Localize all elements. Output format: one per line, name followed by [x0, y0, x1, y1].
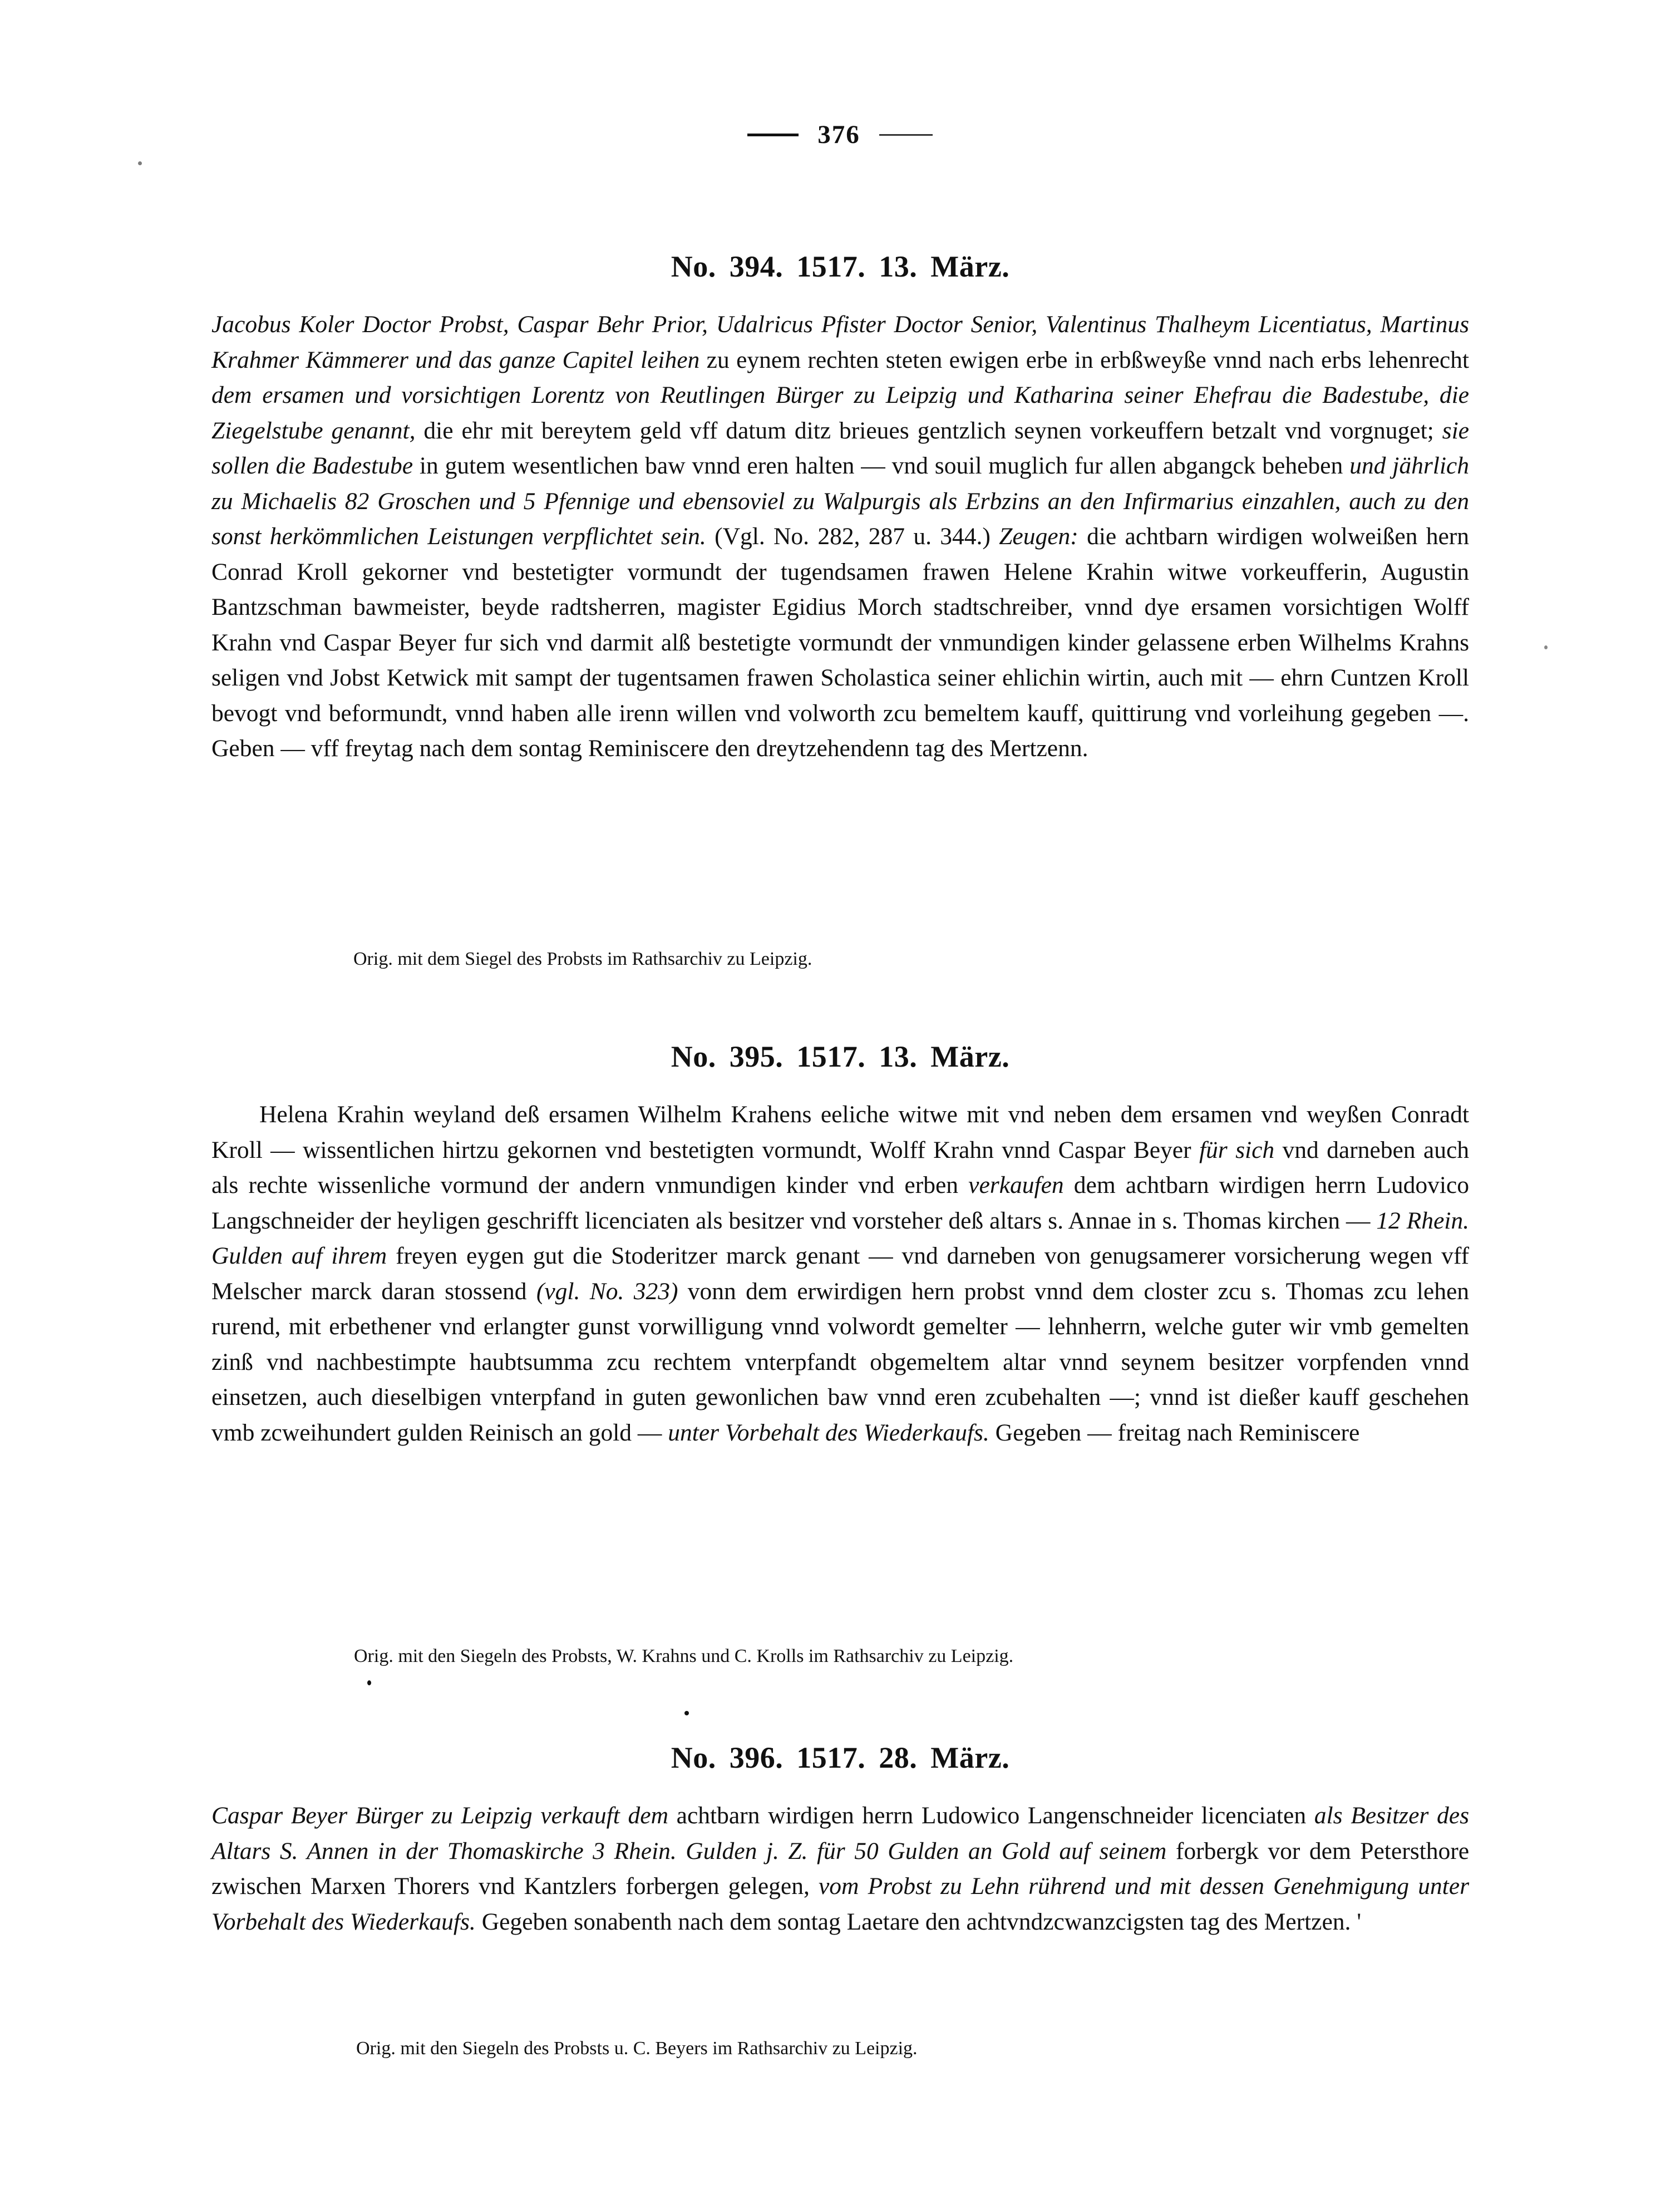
- text-italic: vom Probst zu Lehn rührend und mit dessen Genehmigung unter Vorbehalt des Wiederkaufs.: [211, 1873, 1470, 1935]
- text-italic: und jährlich zu Michaelis 82 Groschen und 5 Pfennige und ebensoviel zu Walpurgis als Erbzins an den Infirmarius einzahlen, auch zu den sonst herkömmlichen Leistungen verpflichtet sein.: [211, 452, 1469, 550]
- entry-heading-396: No. 396. 1517. 28. März.: [671, 1741, 1010, 1774]
- text-italic: sie sollen die Badestube: [211, 417, 1469, 479]
- text-roman: freyen eygen gut die Stoderitzer marck genant — vnd darneben von genugsamerer vorsicherung wegen vff Melscher marck daran stossend: [211, 1242, 1470, 1305]
- text-roman: die achtbarn wirdigen wolweißen hern Conrad Kroll gekorner vnd bestetigter vormundt der tugendsamen frawen Helene Krahin witwe vorkeufferin, Augustin Bantzschman bawmeister, beyde radtsherren, magister Egidius Morch stadtschreiber, vnnd dye ersamen vorsichtigen Wolff Krahn vnd Caspar Beyer fur sich vnd darmit alß bestetigte vormundt der vnmundigen kinder gelassene erben Wilhelms Krahns seligen vnd Jobst Ketwick mit sampt der tugentsamen frawen Scholastica seiner ehlichin wirtin, auch mit — ehrn Cuntzen Kroll bevogt vnd beformundt, vnnd haben alle irenn willen vnd volworth zcu bemeltem kauff, quittirung vnd vorleihung gegeben —. Geben — vff freytag nach dem sontag Reminiscere den dreytzehendenn tag des Mertzenn.: [211, 523, 1469, 762]
- text-italic: für sich: [1199, 1136, 1275, 1163]
- scan-speck: [138, 161, 142, 165]
- entry-heading-394: No. 394. 1517. 13. März.: [671, 250, 1010, 283]
- text-roman: (Vgl. No. 282, 287 u. 344.): [706, 523, 999, 550]
- text-roman: dem achtbarn wirdigen herrn Ludovico Langschneider der heyligen geschrifft licenciaten als besitzer vnd vorsteher deß altars s. Annae in s. Thomas kirchen —: [211, 1172, 1469, 1234]
- entry-394-note-block: [211, 946, 1469, 973]
- entry-396-heading-block: [211, 1740, 1469, 1775]
- entry-paragraph-395: [211, 1097, 1469, 1451]
- entry-paragraph-396: [211, 1798, 1469, 1940]
- entry-395-body-block: [211, 1097, 1469, 1451]
- folio-number: 376: [817, 120, 860, 149]
- source-note-394: Orig. mit dem Siegel des Probsts im Rathsarchiv zu Leipzig.: [353, 949, 812, 969]
- head-rule-right-icon: [879, 134, 933, 136]
- text-italic: verkaufen: [968, 1172, 1064, 1198]
- text-roman: zu eynem rechten steten ewigen erbe in erbßweyße vnnd nach erbs lehenrecht: [699, 346, 1469, 373]
- entry-heading-395: No. 395. 1517. 13. März.: [671, 1040, 1010, 1073]
- entry-paragraph-394: [211, 307, 1469, 767]
- text-roman: Gegeben — freitag nach Reminiscere: [989, 1419, 1360, 1446]
- entry-396-body-block: [211, 1798, 1469, 1940]
- text-italic: 12 Rhein. Gulden auf ihrem: [211, 1207, 1469, 1269]
- text-roman: vnd darneben auch als rechte wissenliche vormund der andern vnmundigen kinder vnd erben: [211, 1136, 1469, 1198]
- entry-395-heading-block: [211, 1039, 1469, 1074]
- scan-speck: [1544, 645, 1548, 649]
- text-italic: Jacobus Koler Doctor Probst, Caspar Behr Prior, Udalricus Pfister Doctor Senior, Valentinus Thalheym Licentiatus, Martinus Krahmer Kämmerer und das ganze Capitel leihen: [211, 311, 1469, 373]
- text-roman: die ehr mit bereytem geld vff datum ditz brieues gentzlich seynen vorkeuffern betzalt vnd vorgnuget;: [415, 417, 1442, 444]
- scan-speck: [684, 1711, 689, 1715]
- scan-speck: [367, 1680, 371, 1685]
- running-head: [0, 120, 1680, 150]
- source-note-396: Orig. mit den Siegeln des Probsts u. C. Beyers im Rathsarchiv zu Leipzig.: [356, 2038, 918, 2059]
- text-italic: dem ersamen und vorsichtigen Lorentz von Reutlingen Bürger zu Leipzig und Katharina seiner Ehefrau die Badestube, die Ziegelstube genannt,: [211, 382, 1469, 444]
- entry-394-heading-block: [211, 249, 1469, 284]
- text-roman: forbergk vor dem Petersthore zwischen Marxen Thorers vnd Kantzlers forbergen gelegen,: [211, 1837, 1469, 1900]
- entry-395-note-block: [211, 1643, 1469, 1670]
- text-italic: (vgl. No. 323): [536, 1277, 678, 1305]
- text-italic: Caspar Beyer Bürger zu Leipzig verkauft dem: [211, 1802, 668, 1829]
- text-roman: vonn dem erwirdigen hern probst vnnd dem closter zcu s. Thomas zcu lehen rurend, mit erbethener vnd erlangter gunst vorwilligung vnnd volwordt gemelter — lehnherrn, welche guter wir vmb gemelten zinß vnd nachbestimpte haubtsumma zcu rechtem vnterpfandt obgemeltem altar vnnd seynem besitzer vorpfenden vnnd einsetzen, auch dieselbigen vnterpfand in guten gewonlichen baw vnnd eren zcubehalten —; vnnd ist dießer kauff geschehen vmb zcweihundert gulden Reinisch an gold —: [211, 1277, 1469, 1446]
- source-note-395: Orig. mit den Siegeln des Probsts, W. Krahns und C. Krolls im Rathsarchiv zu Leipzig.: [354, 1646, 1014, 1666]
- text-italic: Zeugen:: [999, 523, 1078, 550]
- entry-396-note-block: [211, 2035, 1469, 2062]
- text-italic: als Besitzer des Altars S. Annen in der Thomaskirche 3 Rhein. Gulden j. Z. für 50 Gulden an Gold auf seinem: [211, 1802, 1469, 1864]
- text-italic: unter Vorbehalt des Wiederkaufs.: [668, 1419, 989, 1446]
- text-roman: achtbarn wirdigen herrn Ludowico Langenschneider licenciaten: [668, 1802, 1314, 1829]
- entry-394-body-block: [211, 307, 1469, 767]
- head-rule-left-icon: [747, 134, 799, 136]
- text-roman: Helena Krahin weyland deß ersamen Wilhelm Krahens eeliche witwe mit vnd neben dem ersamen vnd weyßen Conradt Kroll — wissentlichen hirtzu gekornen vnd bestetigten vormundt, Wolff Krahn vnnd Caspar Beyer: [211, 1101, 1469, 1163]
- text-roman: in gutem wesentlichen baw vnnd eren halten — vnd souil muglich fur allen abgangck beheben: [413, 452, 1350, 479]
- text-roman: Gegeben sonabenth nach dem sontag Laetare den achtvndzcwanzcigsten tag des Mertzen. ': [475, 1908, 1362, 1935]
